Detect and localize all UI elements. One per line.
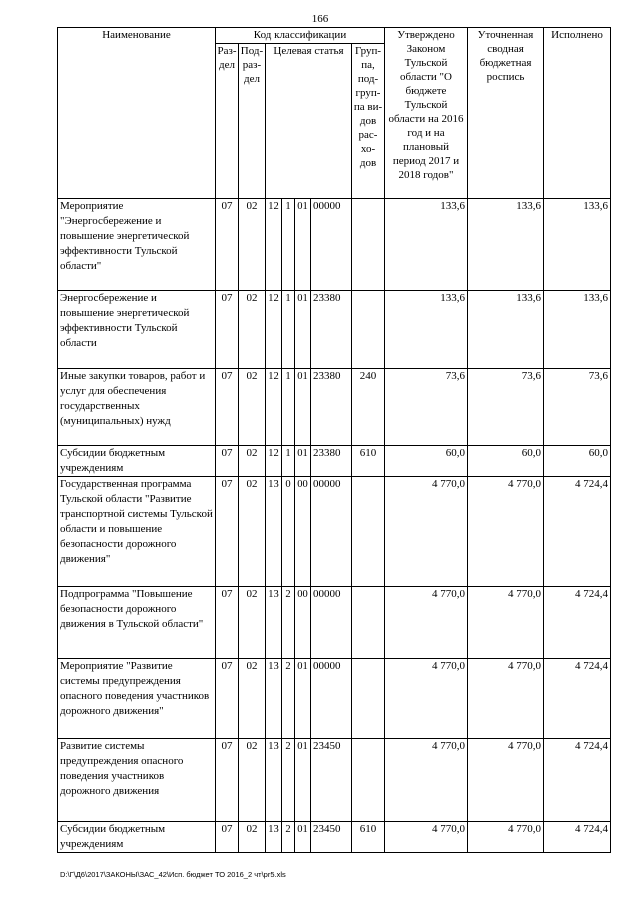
- revised-amount: 133,6: [468, 199, 544, 291]
- section-code: 07: [216, 659, 239, 739]
- approved-amount: 4 770,0: [385, 587, 468, 659]
- expense-type-code: [352, 291, 385, 369]
- expense-type-code: 610: [352, 822, 385, 853]
- row-name: Энергосбережение и повышение энергетической эффективности Тульской области: [58, 291, 216, 369]
- target-code-subprogram: 2: [282, 587, 295, 659]
- target-code-activity: 00: [295, 587, 311, 659]
- target-code-direction: 00000: [311, 659, 352, 739]
- header-subsection: Под-раз-дел: [239, 44, 266, 199]
- row-name: Субсидии бюджетным учреждениям: [58, 822, 216, 853]
- section-code: 07: [216, 369, 239, 446]
- expense-type-code: [352, 659, 385, 739]
- header-classification: Код классификации: [216, 28, 385, 44]
- target-code-activity: 01: [295, 822, 311, 853]
- executed-amount: 4 724,4: [544, 659, 611, 739]
- target-code-direction: 00000: [311, 199, 352, 291]
- target-code-activity: 00: [295, 477, 311, 587]
- section-code: 07: [216, 446, 239, 477]
- target-code-activity: 01: [295, 369, 311, 446]
- table-row: [58, 369, 611, 446]
- executed-amount: 60,0: [544, 446, 611, 477]
- subsection-code: 02: [239, 199, 266, 291]
- target-code-subprogram: 0: [282, 477, 295, 587]
- revised-amount: 4 770,0: [468, 659, 544, 739]
- table-row: [58, 291, 611, 369]
- table-row: [58, 587, 611, 659]
- table-row: [58, 659, 611, 739]
- approved-amount: 73,6: [385, 369, 468, 446]
- target-code-program: 12: [266, 446, 282, 477]
- header-name: Наименование: [58, 28, 216, 199]
- expense-type-code: [352, 199, 385, 291]
- page-number: 166: [311, 13, 329, 25]
- expense-type-code: [352, 587, 385, 659]
- target-code-direction: 23380: [311, 369, 352, 446]
- header-section: Раз-дел: [216, 44, 239, 199]
- expense-type-code: 240: [352, 369, 385, 446]
- table-row: [58, 477, 611, 587]
- target-code-direction: 23380: [311, 291, 352, 369]
- table-header: [58, 28, 611, 199]
- row-name: Мероприятие "Энергосбережение и повышение энергетической эффективности Тульской области": [58, 199, 216, 291]
- row-name: Иные закупки товаров, работ и услуг для обеспечения государственных (муниципальных) нужд: [58, 369, 216, 446]
- executed-amount: 133,6: [544, 291, 611, 369]
- target-code-subprogram: 2: [282, 659, 295, 739]
- expense-type-code: 610: [352, 446, 385, 477]
- target-code-activity: 01: [295, 739, 311, 822]
- target-code-subprogram: 2: [282, 739, 295, 822]
- target-code-activity: 01: [295, 659, 311, 739]
- section-code: 07: [216, 739, 239, 822]
- subsection-code: 02: [239, 587, 266, 659]
- target-code-program: 13: [266, 587, 282, 659]
- revised-amount: 73,6: [468, 369, 544, 446]
- revised-amount: 60,0: [468, 446, 544, 477]
- target-code-activity: 01: [295, 446, 311, 477]
- budget-table: [57, 27, 611, 853]
- executed-amount: 4 724,4: [544, 822, 611, 853]
- row-name: Государственная программа Тульской области "Развитие транспортной системы Тульской области и повышение безопасности дорожного движения": [58, 477, 216, 587]
- target-code-program: 13: [266, 477, 282, 587]
- subsection-code: 02: [239, 659, 266, 739]
- table-body: [58, 199, 611, 853]
- header-target-article: Целевая статья: [266, 44, 352, 199]
- expense-type-code: [352, 739, 385, 822]
- section-code: 07: [216, 199, 239, 291]
- revised-amount: 4 770,0: [468, 822, 544, 853]
- approved-amount: 4 770,0: [385, 822, 468, 853]
- approved-amount: 133,6: [385, 199, 468, 291]
- header-revised: Уточненная сводная бюджетная роспись: [468, 28, 544, 199]
- target-code-direction: 00000: [311, 477, 352, 587]
- subsection-code: 02: [239, 369, 266, 446]
- expense-type-code: [352, 477, 385, 587]
- approved-amount: 4 770,0: [385, 739, 468, 822]
- target-code-activity: 01: [295, 291, 311, 369]
- section-code: 07: [216, 291, 239, 369]
- target-code-program: 13: [266, 822, 282, 853]
- file-path-footer: D:\Г\Д6\2017\ЗАКОНЫ\ЗАС_42\Исп. бюджет ТО 2016_2 чт\pr5.xls: [60, 870, 286, 879]
- row-name: Подпрограмма "Повышение безопасности дорожного движения в Тульской области": [58, 587, 216, 659]
- revised-amount: 4 770,0: [468, 587, 544, 659]
- table-row: [58, 822, 611, 853]
- target-code-direction: 00000: [311, 587, 352, 659]
- table-row: [58, 199, 611, 291]
- target-code-direction: 23450: [311, 739, 352, 822]
- subsection-code: 02: [239, 739, 266, 822]
- revised-amount: 4 770,0: [468, 477, 544, 587]
- target-code-direction: 23380: [311, 446, 352, 477]
- section-code: 07: [216, 587, 239, 659]
- target-code-program: 13: [266, 659, 282, 739]
- row-name: Мероприятие "Развитие системы предупреждения опасного поведения участников дорожного движения": [58, 659, 216, 739]
- header-executed: Исполнено: [544, 28, 611, 199]
- approved-amount: 133,6: [385, 291, 468, 369]
- approved-amount: 4 770,0: [385, 659, 468, 739]
- executed-amount: 73,6: [544, 369, 611, 446]
- row-name: Субсидии бюджетным учреждениям: [58, 446, 216, 477]
- executed-amount: 4 724,4: [544, 587, 611, 659]
- target-code-program: 13: [266, 739, 282, 822]
- target-code-program: 12: [266, 199, 282, 291]
- approved-amount: 60,0: [385, 446, 468, 477]
- executed-amount: 4 724,4: [544, 477, 611, 587]
- section-code: 07: [216, 822, 239, 853]
- subsection-code: 02: [239, 822, 266, 853]
- target-code-subprogram: 1: [282, 199, 295, 291]
- subsection-code: 02: [239, 291, 266, 369]
- target-code-direction: 23450: [311, 822, 352, 853]
- target-code-program: 12: [266, 291, 282, 369]
- target-code-subprogram: 1: [282, 446, 295, 477]
- subsection-code: 02: [239, 446, 266, 477]
- header-group: Груп-па, под-груп-па ви-дов рас-хо-дов: [352, 44, 385, 199]
- revised-amount: 133,6: [468, 291, 544, 369]
- target-code-program: 12: [266, 369, 282, 446]
- table-row: [58, 446, 611, 477]
- approved-amount: 4 770,0: [385, 477, 468, 587]
- row-name: Развитие системы предупреждения опасного поведения участников дорожного движения: [58, 739, 216, 822]
- revised-amount: 4 770,0: [468, 739, 544, 822]
- target-code-subprogram: 1: [282, 369, 295, 446]
- table-row: [58, 739, 611, 822]
- target-code-subprogram: 2: [282, 822, 295, 853]
- executed-amount: 4 724,4: [544, 739, 611, 822]
- executed-amount: 133,6: [544, 199, 611, 291]
- subsection-code: 02: [239, 477, 266, 587]
- target-code-activity: 01: [295, 199, 311, 291]
- section-code: 07: [216, 477, 239, 587]
- target-code-subprogram: 1: [282, 291, 295, 369]
- header-approved: Утверждено Законом Тульской области "О бюджете Тульской области на 2016 год и на плановый период 2017 и 2018 годов": [385, 28, 468, 199]
